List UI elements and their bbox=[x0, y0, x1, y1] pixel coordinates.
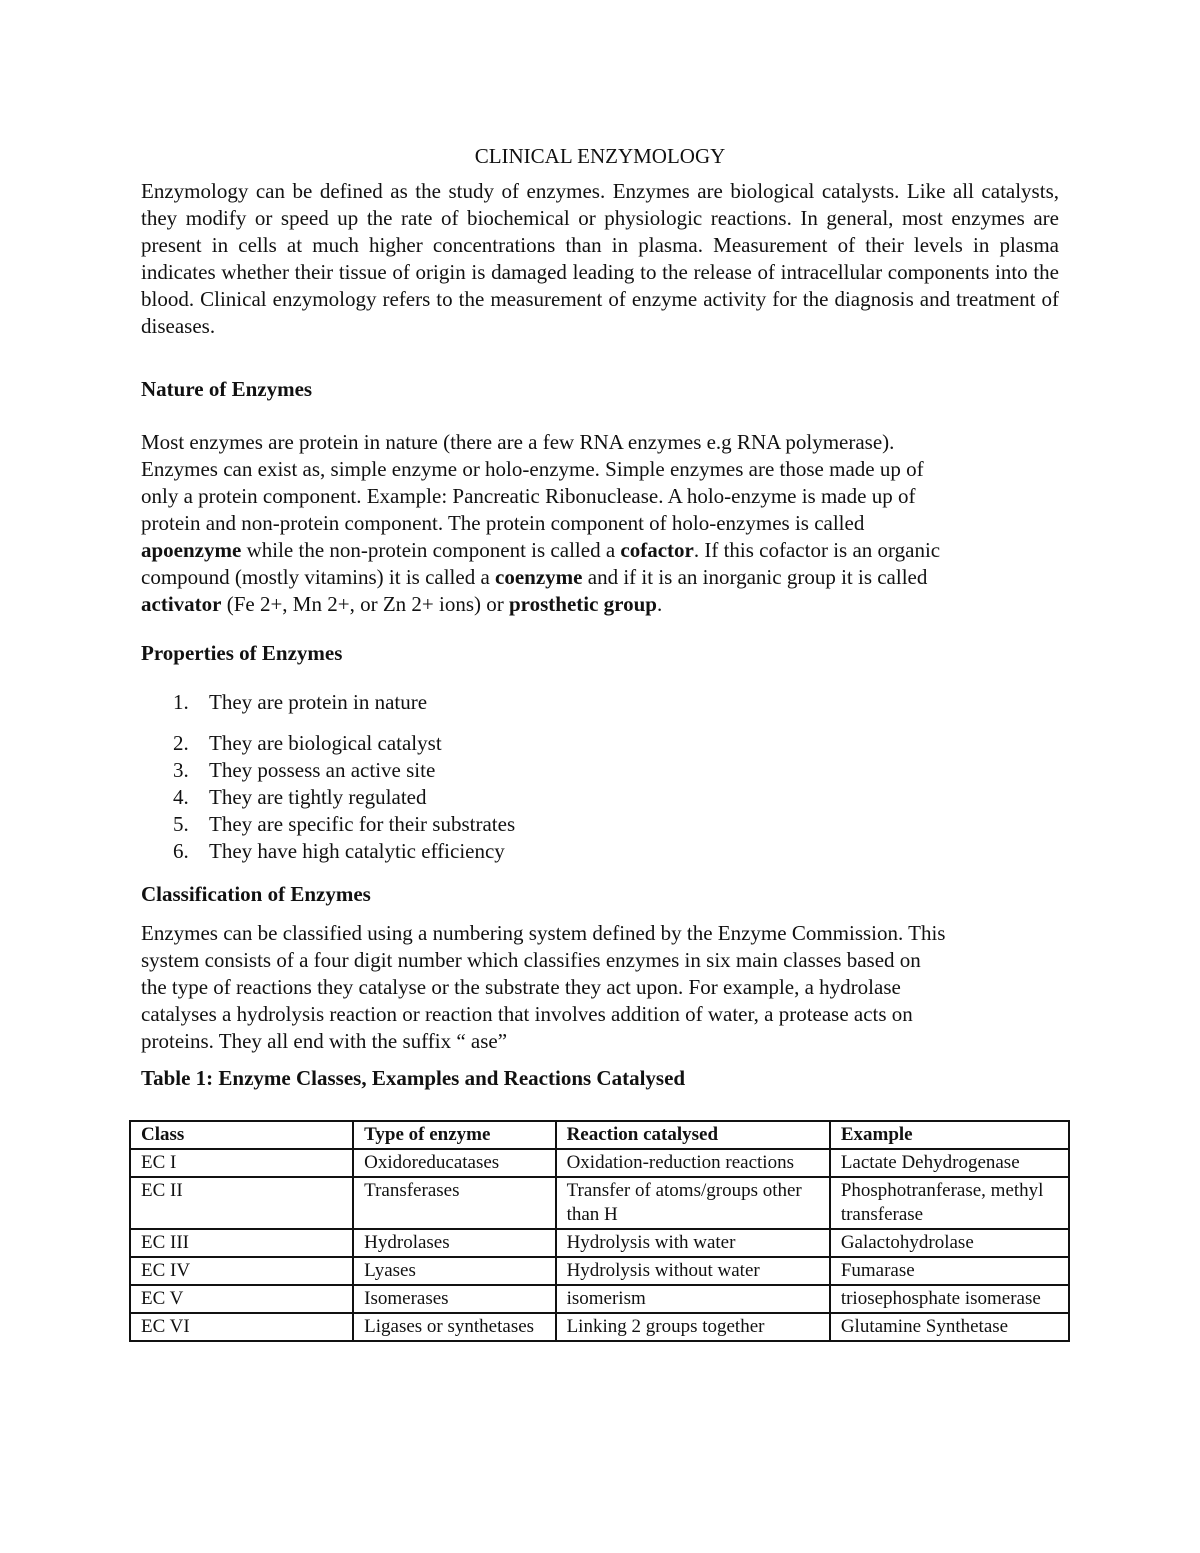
classification-line: the type of reactions they catalyse or the substrate they act upon. For example, a hydrolase bbox=[141, 975, 901, 999]
column-header: Type of enzyme bbox=[353, 1121, 555, 1149]
table-row bbox=[130, 1229, 1069, 1257]
classification-line: system consists of a four digit number which classifies enzymes in six main classes based on bbox=[141, 948, 921, 972]
nature-text: and if it is an inorganic group it is called bbox=[582, 565, 928, 589]
table-cell: Lactate Dehydrogenase bbox=[830, 1149, 1069, 1177]
table-header-row bbox=[130, 1121, 1069, 1149]
properties-heading: Properties of Enzymes bbox=[141, 641, 343, 665]
nature-heading: Nature of Enzymes bbox=[141, 377, 313, 401]
table-cell: EC II bbox=[130, 1177, 353, 1229]
list-number: 3. bbox=[173, 758, 189, 782]
table-cell: Ligases or synthetases bbox=[353, 1313, 555, 1341]
list-number: 4. bbox=[173, 785, 189, 809]
list-number: 6. bbox=[173, 839, 189, 863]
list-item bbox=[141, 784, 1059, 811]
table-caption: Table 1: Enzyme Classes, Examples and Reactions Catalysed bbox=[141, 1066, 686, 1090]
table-cell: Transferases bbox=[353, 1177, 555, 1229]
list-text: They are specific for their substrates bbox=[209, 812, 516, 836]
table-row bbox=[130, 1313, 1069, 1341]
nature-text: . If this cofactor is an organic bbox=[693, 538, 941, 562]
term-prosthetic-group: prosthetic group bbox=[508, 592, 657, 616]
table-cell: Fumarase bbox=[830, 1257, 1069, 1285]
term-cofactor: cofactor bbox=[620, 538, 694, 562]
table-cell: EC VI bbox=[130, 1313, 353, 1341]
nature-paragraph bbox=[141, 429, 1059, 618]
list-number: 2. bbox=[173, 731, 189, 755]
classification-paragraph bbox=[141, 920, 1059, 1055]
list-number: 5. bbox=[173, 812, 189, 836]
table-cell: Transfer of atoms/groups other than H bbox=[556, 1177, 830, 1229]
nature-text: compound (mostly vitamins) it is called a bbox=[141, 565, 496, 589]
table-cell: Phosphotranferase, methyl transferase bbox=[830, 1177, 1069, 1229]
nature-line bbox=[141, 564, 1059, 591]
table-cell: Hydrolases bbox=[353, 1229, 555, 1257]
nature-line: Most enzymes are protein in nature (there are a few RNA enzymes e.g RNA polymerase). bbox=[141, 430, 895, 454]
nature-line: protein and non-protein component. The protein component of holo-enzymes is called bbox=[141, 511, 865, 535]
nature-line: Enzymes can exist as, simple enzyme or holo-enzyme. Simple enzymes are those made up of bbox=[141, 457, 924, 481]
intro-paragraph: Enzymology can be defined as the study of enzymes. Enzymes are biological catalysts. Like all catalysts, they modify or speed up the rate of biochemical or physiologic reactions. In general, most enzymes are present in cells at much higher concentrations than in plasma. Measurement of their levels in plasma indicates whether their tissue of origin is damaged leading to the release of intracellular components into the blood. Clinical enzymology refers to the measurement of enzyme activity for the diagnosis and treatment of diseases. bbox=[141, 179, 1059, 338]
table-row bbox=[130, 1177, 1069, 1229]
list-text: They are tightly regulated bbox=[209, 785, 427, 809]
nature-line bbox=[141, 591, 1059, 618]
list-item bbox=[141, 811, 1059, 838]
document-page bbox=[141, 140, 1059, 1093]
term-activator: activator bbox=[141, 592, 222, 616]
table-cell: Isomerases bbox=[353, 1285, 555, 1313]
table-cell: EC V bbox=[130, 1285, 353, 1313]
nature-text: while the non-protein component is called a bbox=[241, 538, 621, 562]
nature-line bbox=[141, 537, 1059, 564]
table-cell: Oxidoreducatases bbox=[353, 1149, 555, 1177]
table-row bbox=[130, 1257, 1069, 1285]
table-cell: EC III bbox=[130, 1229, 353, 1257]
classification-heading: Classification of Enzymes bbox=[141, 882, 371, 906]
term-apoenzyme: apoenzyme bbox=[141, 538, 242, 562]
list-item bbox=[141, 730, 1059, 757]
table-cell: isomerism bbox=[556, 1285, 830, 1313]
table-cell: Hydrolysis without water bbox=[556, 1257, 830, 1285]
term-coenzyme: coenzyme bbox=[495, 565, 583, 589]
classification-line: catalyses a hydrolysis reaction or reaction that involves addition of water, a protease acts on bbox=[141, 1002, 913, 1026]
list-item bbox=[141, 838, 1059, 865]
table-row bbox=[130, 1285, 1069, 1313]
properties-list bbox=[141, 689, 1059, 865]
list-number: 1. bbox=[173, 690, 189, 714]
classification-line: proteins. They all end with the suffix “ ase” bbox=[141, 1029, 508, 1053]
nature-line: only a protein component. Example: Pancreatic Ribonuclease. A holo-enzyme is made up of bbox=[141, 484, 916, 508]
table-cell: Linking 2 groups together bbox=[556, 1313, 830, 1341]
list-text: They have high catalytic efficiency bbox=[209, 839, 505, 863]
column-header: Example bbox=[830, 1121, 1069, 1149]
column-header: Reaction catalysed bbox=[556, 1121, 830, 1149]
table-cell: EC I bbox=[130, 1149, 353, 1177]
enzyme-classes-table bbox=[129, 1120, 1070, 1342]
table-cell: Hydrolysis with water bbox=[556, 1229, 830, 1257]
table-cell: Lyases bbox=[353, 1257, 555, 1285]
nature-text: (Fe 2+, Mn 2+, or Zn 2+ ions) or bbox=[221, 592, 509, 616]
list-text: They possess an active site bbox=[209, 758, 436, 782]
list-text: They are protein in nature bbox=[209, 690, 428, 714]
table-cell: triosephosphate isomerase bbox=[830, 1285, 1069, 1313]
table-cell: Galactohydrolase bbox=[830, 1229, 1069, 1257]
table-cell: Glutamine Synthetase bbox=[830, 1313, 1069, 1341]
document-title: CLINICAL ENZYMOLOGY bbox=[474, 144, 726, 168]
column-header: Class bbox=[130, 1121, 353, 1149]
table-row bbox=[130, 1149, 1069, 1177]
list-item bbox=[141, 757, 1059, 784]
table-cell: Oxidation-reduction reactions bbox=[556, 1149, 830, 1177]
list-text: They are biological catalyst bbox=[209, 731, 442, 755]
classification-line: Enzymes can be classified using a numbering system defined by the Enzyme Commission. This bbox=[141, 921, 946, 945]
list-item bbox=[141, 689, 1059, 716]
table-cell: EC IV bbox=[130, 1257, 353, 1285]
nature-text: . bbox=[656, 592, 663, 616]
